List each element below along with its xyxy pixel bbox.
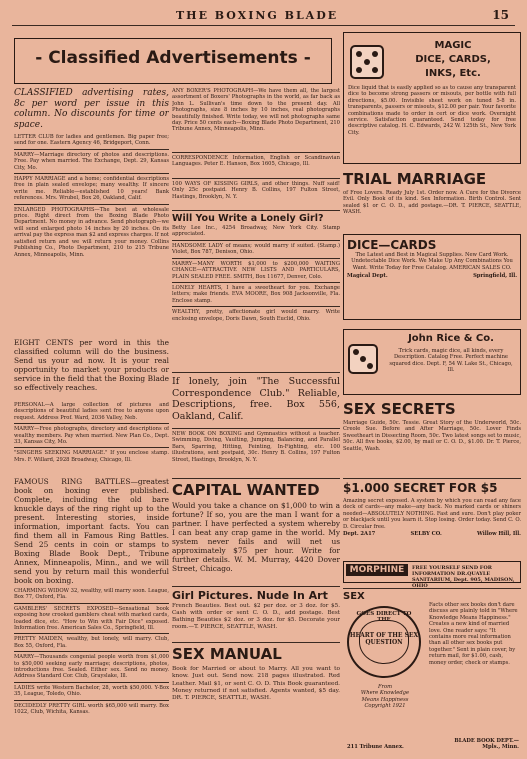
magazine-page	[6, 6, 521, 753]
ad: PRETTY MAIDEN, wealthy, but lonely, will marry. Club, Box 55, Oxford, Fla.	[14, 636, 169, 649]
correspondence-ad: CORRESPONDENCE Information, English or Scandinavian Languages. Peter E. Hanson, Box 1605, Chicago, Ill.	[172, 152, 340, 168]
ad: HAPPY MARRIAGE and a home; confidential descriptions free in plain sealed envelope; many wealthy. If sincere write me. Reliable—established 10 years! Bank references. Mrs. Wrubel, Box 26, Oakland, Calif.	[14, 176, 169, 202]
divider	[172, 306, 340, 307]
divider	[14, 423, 169, 424]
dice-pip	[372, 51, 378, 57]
ad: LONELY HEARTS, I have a sweetheart for you. Exchange letters; make friends. EVA MOORE, Box 908 Jacksonville, Fla. Enclose stamp.	[172, 285, 340, 304]
capital-wanted-ad: CAPITAL WANTED Would you take a chance on $1,000 to win a fortune? If so, you are the man I want for a partner. I have perfected a system whereby I can beat any crap game in the world. My system never fails and will net us approximately $75 per hour. Write for further details. W. M. Murray, 4420 Dover Street, Chicago.	[172, 478, 340, 573]
ad: WEALTHY, pretty, affectionate girl would marry. Write enclosing envelope, Doris Dawn, South Euclid, Ohio.	[172, 309, 340, 322]
book-seal-icon: GOES DIRECT TO THE HEART OF THE SEX QUESTION	[347, 606, 421, 678]
ad: CHARMING WIDOW 32, wealthy, will marry soon. League, Box 77, Oxford, Fla.	[14, 588, 169, 601]
ad: HANDSOME LADY of means; would marry if suited. (Stamp.) Violet, Box 787, Denison, Ohio.	[172, 243, 340, 256]
rice-body: Trick cards, magic dice, all kinds, every Description. Catalog Free. Perfect machine squared dice. Dept. F, 54 W. Lake St., Chicago, Ill.	[389, 348, 513, 374]
sex-manual-ad: SEX MANUAL Book for Married or about to Marry. All you want to know. Just out. Send now. 218 pages illustrated. Red Leather. Mail $1, or sent C. O. D. This Book guaranteed. Money returned if not satisfied. Agents wanted, $5 day. DR. T. PIERCE, SEATTLE, WASH.	[172, 642, 340, 702]
classified-intro: CLASSIFIED advertising rates, 8c per word per issue in this column. No discounts for time or space.	[14, 88, 169, 130]
dice-pip	[353, 349, 359, 355]
ads-group-3	[14, 588, 169, 716]
secret-5-ad: $1.000 SECRET FOR $5 Amazing secret exposed. A system by which you can read any face deck of cards—any make—any back. No marked cards or shiners needed—ABSOLUTELY NOTHING. Fast and sure. Don't play poker or blackjack until you learn it. Stop losing. Order today. Send C. O. D. Circular free. Dept. 2A17 SELBY CO. Willow Hill, Ill.	[343, 478, 521, 537]
divider	[172, 428, 340, 429]
magic-heading: MAGIC DICE, CARDS, INKS, Etc.	[415, 40, 491, 79]
ad: GAMBLERS' SECRETS EXPOSED—Sensational book exposing how crooked gamblers cheat with marked cards, loaded dice, etc. "How to Win with Fair Dice" exposed. Information free. American Sales Co., Springfield, Ill.	[14, 605, 169, 632]
morphine-ad	[343, 561, 521, 589]
lonely-girl-ad: Will You Write a Lonely Girl? Betty Lee Inc., 4254 Broadway, New York City. Stamp appreciated.	[172, 210, 340, 238]
column-2	[172, 32, 340, 753]
divider	[14, 603, 169, 604]
ads-group-1	[14, 134, 169, 258]
sex-secrets-ad: SEX SECRETS Marriage Guide, 50c. Tessie. Great Story of the Underworld, 50c. Creole Sue. Before and After Marriage, 50c. Lover Finds Sweetheart in Dissecting Room, 50c. Two latest songs set to music, 50c. All five books, $2.00, by mail or C. O. D., $1.00. Dr. T. Pierce, Seattle, Wash.	[343, 400, 521, 452]
running-header	[6, 6, 521, 26]
ad: LETTER CLUB for ladies and gentlemen. Big paper free; send for one. Eastern Agency 46, Bridgeport, Conn.	[14, 134, 169, 147]
ad: MARRY—Thousands congenial people worth from $1,000 to $50,000 seeking early marriage; descriptions, photos, introductions free. Sealed. Either sex. Send no money. Address Standard Cor. Club, Grayslake, Ill.	[14, 654, 169, 680]
divider	[172, 258, 340, 259]
trial-marriage-ad: TRIAL MARRIAGE of Free Lovers. Ready July 1st. Order now. A Cure for the Divorce Evil. Only Book of its kind. Sex Information. Birth Control. Sent sealed $1 or C. O. D., add postage.—DR. T. PIERCE, SEATTLE, WASH.	[343, 170, 521, 216]
ad: MARRY—Free photographs, directory and descriptions of wealthy members. Pay when married. New Plan Co., Dept. 33, Kansas City, Mo.	[14, 426, 169, 446]
divider	[172, 240, 340, 241]
divider	[343, 588, 521, 589]
girl-pictures-ad: Girl Pictures. Nude In Art French Beauties. Best out. $2 per doz. or 3 doz. for $5. Cash with order or sent C. O. D., add postage. Best Bathing Beauties $2 doz. or 3 doz. for $5. Decorate your room.—T. PIERCE, SEATTLE, WASH.	[172, 586, 340, 631]
if-lonely-ad: If lonely, join "The Successful Correspondence Club." Reliable, Descriptions, free. Box 556, Oakland, Calif.	[172, 372, 340, 422]
photo-ad: ANY BOXER'S PHOTOGRAPH—We have them all, the largest assortment of Boxers' Photographs in the world, as far back as John L. Sullivan's time down to the present day. All Photographs, size 8 inches by 10 inches, real photographs beautifully finished. Write today, we will not photographs same day. Price 50 cents each—Boxing Blade Photo Department, 210 Tribune Annex, Minneapolis, Minn.	[172, 88, 340, 133]
kissing-ad: 100 WAYS OF KISSING GIRLS, and other things. Nuff said! Only 25c postpaid. Henry B. Collins, 197 Fulton Street, Hastings, Brooklyn, N. Y.	[172, 178, 340, 200]
dice-footer: Magical Dept. Springfield, Ill.	[347, 273, 517, 280]
dice-cards-ad: DICE—CARDS The Latest and Best in Magical Supplies. New Card Work. Undetectable Dice Work. We Make Up Any Combinations You Want. Write Today for Free Catalog. AMERICAN SALES CO. Magical Dept. Springfield, Ill.	[343, 234, 521, 320]
dice-icon	[348, 344, 378, 374]
sex-book-ad: SEX GOES DIRECT TO THE HEART OF THE SEX QUESTION From Where Knowledge Means Happiness Copyright 1921 Facts other sex books don't dare discuss are plainly told in "Where Knowledge Means Happiness." Creates a new kind of married love. One reader says: "It contains more real information than all other sex books put together." Sent in plain cover, by return mail, for $1.00, cash, money order, check or stamps. BLADE BOOK DEPT.— 211 Tribune Annex. Mpls., Minn.	[343, 588, 521, 759]
divider	[172, 152, 340, 153]
divider	[172, 282, 340, 283]
ad: "SINGERS SEEKING MARRIAGE." If you enclose stamp. Mrs. F. Willard, 2928 Broadway, Chicago, Ill.	[14, 450, 169, 463]
morphine-text: FREE YOURSELF SEND FOR INFORMATION DR.QUAYLE SANITARIUM, Dept. 905, MADISON, OHIO	[412, 565, 515, 589]
ad: MARRY—MANY WORTH $1,000 to $200,000 WAITING CHANCE—ATTRACTIVE NEW LISTS AND PARTICULARS, PLAIN SEALED FREE. SMITH, Box 11677, Denver, Colo.	[172, 260, 340, 280]
dice-pip	[360, 356, 366, 362]
dice-pip	[364, 59, 370, 65]
famous-ring-battles-ad: FAMOUS RING BATTLES—greatest book on boxing ever published. Complete, including the old bare knuckle days of the ring right up to the present. Interesting stories, inside information, important facts. You can find them all in Famous Ring Battles. Send 25 cents in coin or stamps to Boxing Blade Book Dept., Tribune Annex, Minneapolis, Minn., and we will send you by return mail this wonderful book on boxing.	[14, 477, 169, 585]
divider	[172, 178, 340, 179]
blade-footer: BLADE BOOK DEPT.— 211 Tribune Annex. Mpls., Minn.	[347, 738, 519, 751]
ads-group	[172, 240, 340, 322]
divider	[14, 149, 169, 150]
divider	[172, 586, 340, 587]
classified-title: - Classified Advertisements -	[35, 48, 311, 68]
ads-group-2	[14, 402, 169, 463]
divider	[172, 210, 340, 211]
sex-book-body: Facts other sex books don't dare discuss are plainly told in "Where Knowledge Means Happiness." Creates a new kind of married love. One reader says: "It contains more real information than all other sex books put together." Sent in plain cover, by return mail, for $1.00, cash, money order, check or stamps.	[429, 602, 518, 666]
header-rule	[12, 25, 515, 26]
divider	[14, 204, 169, 205]
divider	[14, 633, 169, 634]
page-number: 15	[492, 8, 509, 22]
divider	[14, 700, 169, 701]
divider	[172, 372, 340, 373]
divider	[14, 651, 169, 652]
dice-pip	[367, 363, 373, 369]
divider	[343, 478, 521, 479]
column-3	[343, 32, 521, 753]
divider	[172, 642, 340, 643]
secret-footer: Dept. 2A17 SELBY CO. Willow Hill, Ill.	[343, 531, 521, 538]
divider	[14, 173, 169, 174]
divider	[14, 682, 169, 683]
ad: PERSONAL—A large collection of pictures and descriptions of beautiful ladies sent free to anyone upon request. Address Prof. Ward, 2036 Valley, Neb.	[14, 402, 169, 421]
dice-pip	[356, 67, 362, 73]
rice-heading: John Rice & Co.	[408, 333, 494, 344]
divider	[172, 478, 340, 479]
morphine-word: MORPHINE	[346, 564, 408, 576]
ad: DECIDEDLY PRETTY GIRL worth $65,000 will marry. Box 1022, Club, Wichita, Kansas.	[14, 702, 169, 716]
dice-pip	[372, 67, 378, 73]
magazine-title: THE BOXING BLADE	[176, 9, 339, 22]
ad: MARRY—Marriage directory of photos and descriptions. Free. Pay when married. The Exchange, Dept. 29, Kansas City, Mo.	[14, 151, 169, 171]
ad: ENLARGED PHOTOGRAPHS—The best at wholesale price. Right direct from the Boxing Blade Photo Department. No money in advance. Send photograph—we will send enlarged photo 14 inches by 20 inches. On its arrival pay the express man $2 and express charges. If not satisfied return and we will return your money. Collins Publishing Co., Photo Department, 210 to 215 Tribune Annex, Minneapolis, Minn.	[14, 206, 169, 258]
dice-icon	[350, 45, 384, 79]
john-rice-ad	[343, 329, 521, 395]
magic-body: Dice liquid that is easily applied so as to cause any transparent dice to become strong passers or misouts, per bottle with full directions, $5.00. Invisible sheet work on tuned 5-8 in. transparents, passers or misouts, $12.00 per pair. Your favorite combinations made to order in cert or dice work. Overnight service. Satisfaction guaranteed. Send today for free descriptive catalog. H. C. Edwards, 242 W. 125th St., New York City.	[348, 85, 516, 136]
seal-caption: From Where Knowledge Means Happiness Copyright 1921	[360, 684, 410, 710]
column-1	[14, 32, 169, 753]
divider	[14, 447, 169, 448]
dice-pip	[356, 51, 362, 57]
ad: LADIES write Western Bachelor, 28, worth $50,000. Y-Box 35, League, Toledo, Ohio.	[14, 684, 169, 698]
new-book-ad: NEW BOOK ON BOXING and Gymnastics without a teacher. Swimming, Diving, Vaulting, Jumping, Balancing, and Parallel Bars, Sparring, Hitting, Feinting, In-Fighting, etc. 100 illustrations, sent postpaid, 30c. Henry B. Collins, 197 Fulton Street, Hastings, Brooklyn, N. Y.	[172, 428, 340, 463]
eight-cents-ad: EIGHT CENTS per word in this the classified column will do the business. Send us your ad now. It is your real opportunity to market your products or service in the field that the Boxing Blade so effectively reaches.	[14, 338, 169, 392]
magic-dice-ad	[343, 32, 521, 164]
